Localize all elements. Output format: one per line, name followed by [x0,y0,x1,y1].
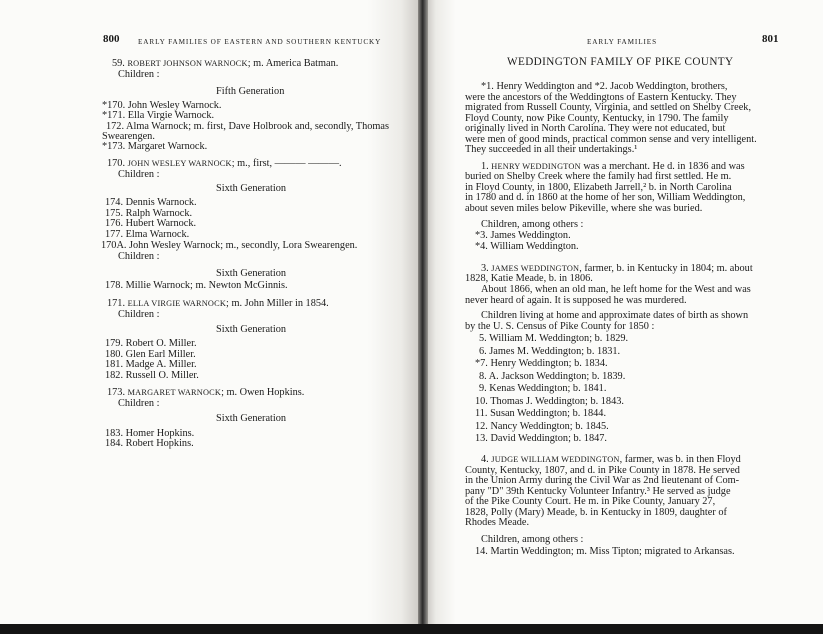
page-title: WEDDINGTON FAMILY OF PIKE COUNTY [507,56,734,68]
line-text-rest: ; m. America Batman. [247,58,339,69]
text-line [481,284,751,295]
line-text: 179. Robert O. Miller. [105,338,197,349]
text-line [216,183,286,194]
text-line [475,433,607,444]
text-line [465,321,654,332]
text-line [479,333,628,344]
text-line [475,546,735,557]
text-line [475,408,606,419]
line-text: 1828, Polly (Mary) Meade, b. in Kentucky in 1809, daughter of [465,507,727,518]
line-text: 183. Homer Hopkins. [105,428,195,439]
line-text: 171. [107,298,128,309]
text-line [465,273,593,284]
text-line [465,203,702,214]
text-line [481,310,748,321]
line-text: 6. James M. Weddington; b. 1831. [479,346,621,357]
line-text: 172. Alma Warnock; m. first, Dave Holbrook and, secondly, Thomas [106,121,389,132]
running-head: EARLY FAMILIES [587,38,657,46]
text-line [105,197,197,208]
line-text: Floyd County, now Pike County, Kentucky, in 1790. The family [465,113,729,124]
line-text: Children : [118,309,160,320]
line-text: 181. Madge A. Miller. [105,359,197,370]
line-text: 177. Elma Warnock. [105,229,190,240]
text-line [479,371,625,382]
small-caps-name: JOHN WESLEY WARNOCK [127,159,232,168]
small-caps-name: JUDGE WILLIAM WEDDINGTON [491,455,620,464]
line-text: 184. Robert Hopkins. [105,438,194,449]
line-text: 173. [107,387,128,398]
line-text-rest: ; m. John Miller in 1854. [226,298,329,309]
line-text: *4. William Weddington. [475,241,579,252]
small-caps-name: MARGARET WARNOCK [127,388,222,397]
line-text: Sixth Generation [216,268,287,279]
text-line [102,141,207,152]
line-text: 14. Martin Weddington; m. Miss Tipton; migrated to Arkansas. [475,546,735,557]
line-text: *171. Ella Virgie Warnock. [102,110,215,121]
line-text: *170. John Wesley Warnock. [102,100,222,111]
text-line [481,81,727,92]
line-text: Children : [118,69,160,80]
text-line [105,338,197,349]
small-caps-name: ROBERT JOHNSON WARNOCK [127,59,248,68]
text-line [481,219,583,230]
line-text: by the U. S. Census of Pike County for 1850 : [465,321,655,332]
line-text: County, Kentucky, 1807, and d. in Pike County in 1878. He served [465,465,740,476]
text-line [465,102,751,113]
text-line [465,123,725,134]
text-line [465,517,529,528]
line-text: of the Pike County Court. He m. in Pike County, January 27, [465,496,716,507]
line-text: *7. Henry Weddington; b. 1834. [475,358,608,369]
line-text: 5. William M. Weddington; b. 1829. [479,333,629,344]
line-text-rest: , farmer, b. in Kentucky in 1804; m. about [579,263,753,274]
line-text: migrated from Russell County, Virginia, and settled on Shelby Creek, [465,102,752,113]
line-text: 180. Glen Earl Miller. [105,349,196,360]
line-text-rest: ; m., first, ——— ———. [231,158,342,169]
text-line [118,169,159,180]
line-text: were men of good minds, practical common sense and very intelligent. [465,134,757,145]
text-line [479,346,620,357]
small-caps-name: HENRY WEDDINGTON [491,162,581,171]
scan-bottom-edge [0,624,823,634]
line-text: never heard of again. It is supposed he was murdered. [465,295,687,306]
line-text: They succeeded in all their undertakings.¹ [465,144,638,155]
line-text: *1. Henry Weddington and *2. Jacob Weddington, brothers, [481,81,728,92]
line-text: About 1866, when an old man, he left home for the West and was [481,284,751,295]
text-line [105,218,196,229]
line-text: buried on Shelby Creek where the family had first settled. He m. [465,171,732,182]
line-text: 3. [481,263,492,274]
text-line [107,298,329,309]
line-text: Sixth Generation [216,413,287,424]
left-page [0,0,418,624]
text-line [118,251,159,262]
text-line [107,158,342,169]
line-text: were the ancestors of the Weddingtons of Eastern Kentucky. They [465,92,737,103]
line-text: 12. Nancy Weddington; b. 1845. [475,421,609,432]
line-text: Sixth Generation [216,324,287,335]
line-text: Sixth Generation [216,183,287,194]
line-text: pany "D" 39th Kentucky Volunteer Infantry.³ He served as judge [465,486,731,497]
text-line [107,387,304,398]
text-line [105,370,199,381]
page-number: 800 [103,33,120,45]
line-text: 175. Ralph Warnock. [105,208,193,219]
line-text: 1. [481,161,492,172]
line-text-rest: was a merchant. He d. in 1836 and was [580,161,745,172]
line-text: in 1780 and d. in 1860 at the home of her son, William Weddington, [465,192,746,203]
line-text: 1828, Katie Meade, b. in 1806. [465,273,593,284]
line-text: Swearengen. [102,131,155,142]
text-line [105,280,288,291]
text-line [465,295,687,306]
text-line [102,110,214,121]
line-text-rest: , farmer, was b. in then Floyd [619,454,741,465]
text-line [118,398,159,409]
text-line [481,454,741,465]
line-text: Children living at home and approximate dates of birth as shown [481,310,749,321]
line-text: 9. Kenas Weddington; b. 1841. [479,383,607,394]
line-text: 59. [112,58,128,69]
text-line [475,421,609,432]
text-line [118,309,159,320]
text-line [105,359,197,370]
line-text: in the Union Army during the Civil War as 2nd lieutenant of Com- [465,475,740,486]
line-text: 4. [481,454,492,465]
line-text: Children : [118,251,160,262]
small-caps-name: JAMES WEDDINGTON [491,264,580,273]
text-line [216,413,286,424]
line-text: 8. A. Jackson Weddington; b. 1839. [479,371,626,382]
line-text: 13. David Weddington; b. 1847. [475,433,607,444]
right-page [428,0,823,624]
text-line [216,86,284,97]
text-line [216,268,286,279]
text-line [465,475,739,486]
line-text: 170. [107,158,128,169]
text-line [465,496,715,507]
line-text: 174. Dennis Warnock. [105,197,197,208]
line-text: Children : [118,169,160,180]
line-text-rest: ; m. Owen Hopkins. [221,387,305,398]
line-text: *3. James Weddington. [475,230,571,241]
line-text: 182. Russell O. Miller. [105,370,199,381]
line-text: originally lived in North Carolina. They were not educated, but [465,123,726,134]
text-line [118,69,159,80]
text-line [475,358,608,369]
line-text: 176. Hubert Warnock. [105,218,197,229]
book-gutter [418,0,428,634]
text-line [112,58,338,69]
line-text: Rhodes Meade. [465,517,530,528]
line-text: 170A. John Wesley Warnock; m., secondly, Lora Swearengen. [101,240,358,251]
text-line [465,144,637,155]
text-line [465,192,745,203]
running-head: EARLY FAMILIES OF EASTERN AND SOUTHERN KENTUCKY [138,38,382,46]
text-line [465,171,731,182]
text-line [475,396,624,407]
text-line [216,324,286,335]
line-text: about seven miles below Pikeville, where she was buried. [465,203,703,214]
text-line [481,534,583,545]
line-text: Children, among others : [481,534,584,545]
text-line [101,240,357,251]
line-text: 11. Susan Weddington; b. 1844. [475,408,607,419]
text-line [479,383,606,394]
line-text: in Floyd County, in 1800, Elizabeth Jarrell,² b. in North Carolina [465,182,732,193]
text-line [105,438,194,449]
line-text: Children, among others : [481,219,584,230]
small-caps-name: ELLA VIRGIE WARNOCK [127,299,227,308]
line-text: Fifth Generation [216,86,285,97]
line-text: Children : [118,398,160,409]
text-line [475,241,579,252]
line-text: *173. Margaret Warnock. [102,141,208,152]
text-line [475,230,571,241]
line-text: 178. Millie Warnock; m. Newton McGinnis. [105,280,288,291]
text-line [105,229,189,240]
line-text: 10. Thomas J. Weddington; b. 1843. [475,396,624,407]
page-number: 801 [762,33,779,45]
